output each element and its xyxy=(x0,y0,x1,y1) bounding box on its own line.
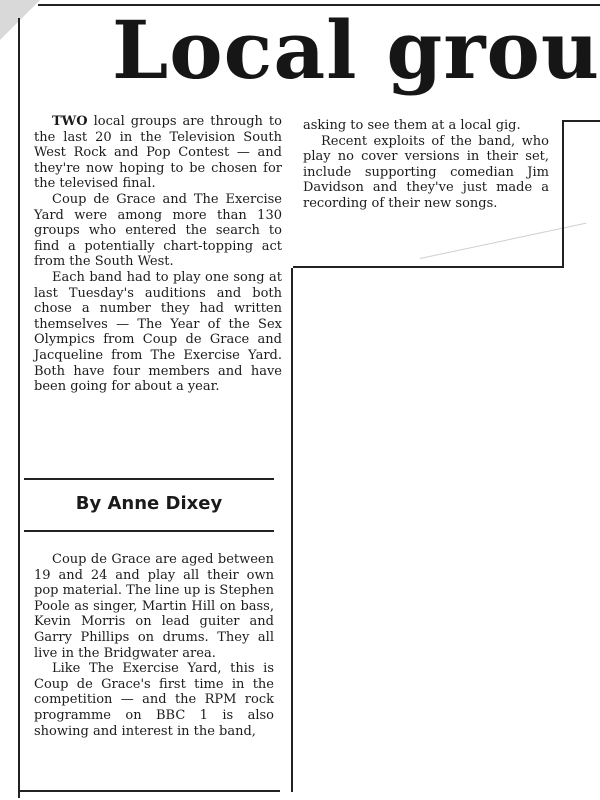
article-paragraph: Coup de Grace and The Exercise Yard were among more than 130 groups who entered the search to find a potentially chart-topping act from the South West. xyxy=(34,191,282,270)
lead-word: TWO xyxy=(52,114,88,129)
clipping-border-step xyxy=(293,266,564,268)
article-column-left-bottom xyxy=(34,552,274,739)
clipping-border-bottom-left xyxy=(18,790,280,792)
column-divider xyxy=(291,268,293,792)
article-paragraph: Each band had to play one song at last Tuesday's auditions and both chose a number they had written themselves — The Year of the Sex Olympics from Coup de Grace and Jacqueline from The Exercise Yard. Both have four members and have been going for about a year. xyxy=(34,269,282,395)
article-column-left-top xyxy=(34,114,282,395)
clipping-border-right-column xyxy=(562,120,564,268)
headline: Local grou xyxy=(112,3,600,97)
byline-rule-bottom xyxy=(24,530,274,532)
paragraph-rest: local groups are through to the last 20 in the Television South West Rock and Pop Contest — and they're now hoping to be chosen for the televised final. xyxy=(34,114,282,192)
article-paragraph xyxy=(34,114,282,192)
article-paragraph: Like The Exercise Yard, this is Coup de Grace's first time in the competition — and the RPM rock programme on BBC 1 is also showing and interest in the band, xyxy=(34,661,274,739)
article-paragraph: Coup de Grace are aged between 19 and 24 and play all their own pop material. The line up is Stephen Poole as singer, Martin Hill on bass, Kevin Morris on lead guiter and Garry Phillips on drums. They all live in the Bridgwater area. xyxy=(34,552,274,661)
article-paragraph: asking to see them at a local gig. xyxy=(303,118,521,133)
article-column-right xyxy=(303,118,549,212)
clipping-border-left xyxy=(18,18,20,798)
article-paragraph: Recent exploits of the band, who play no cover versions in their set, include supporting comedian Jim Davidson and they've just made a recording of their new songs. xyxy=(303,133,549,211)
torn-corner xyxy=(0,0,40,40)
byline: By Anne Dixey xyxy=(75,493,223,514)
clipping-border-right-top xyxy=(562,120,600,122)
byline-rule-top xyxy=(24,478,274,480)
